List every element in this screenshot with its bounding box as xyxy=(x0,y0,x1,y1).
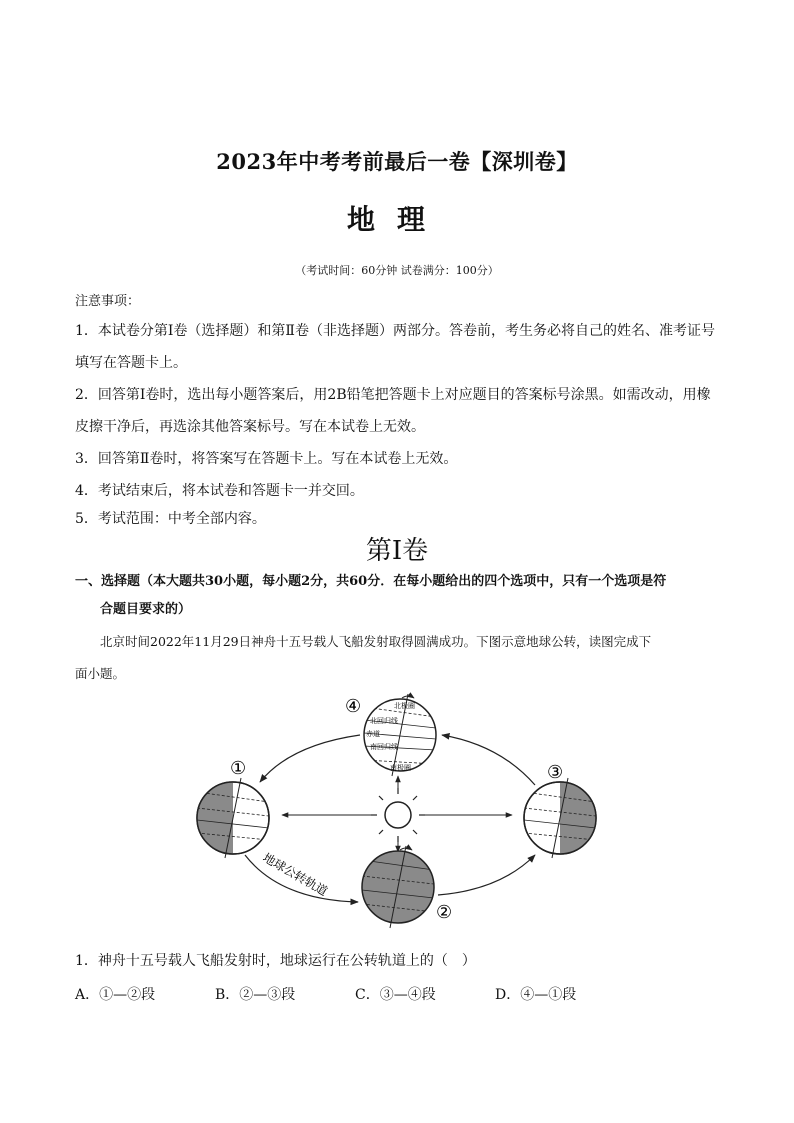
option-a[interactable]: A．①—②段 xyxy=(75,987,156,1003)
orbit-arrow-2-to-3 xyxy=(438,855,535,895)
question-intro: 北京时间2022年11月29日神舟十五号载人飞船发射取得圆满成功。下图示意地球公转，读图完成下 xyxy=(100,634,652,649)
notice-item-2: 2．回答第Ⅰ卷时，选出每小题答案后，用2B铅笔把答题卡上对应题目的答案标号涂黑。如需改动，用橡 xyxy=(75,387,711,403)
question-1-options xyxy=(75,984,635,1004)
notice-item-1-cont: 填写在答题卡上。 xyxy=(75,355,187,371)
orbit-arrow-4-to-1 xyxy=(260,735,360,782)
option-c[interactable]: C．③—④段 xyxy=(355,987,436,1003)
earth-position-2 xyxy=(362,846,452,928)
label-tropic-capricorn: 南回归线 xyxy=(370,743,398,751)
notice-item-5: 5．考试范围：中考全部内容。 xyxy=(75,511,266,527)
orbit-arrow-3-to-4 xyxy=(442,735,535,785)
label-orbit: 地球公转轨道 xyxy=(260,850,330,899)
sun-icon xyxy=(371,788,425,842)
notice-item-1: 1．本试卷分第Ⅰ卷（选择题）和第Ⅱ卷（非选择题）两部分。答卷前，考生务必将自己的姓名、准考证号 xyxy=(75,323,715,339)
exam-title: 2023年中考考前最后一卷【深圳卷】 xyxy=(216,149,578,174)
option-b[interactable]: B．②—③段 xyxy=(215,987,296,1003)
label-position-4: ④ xyxy=(345,696,362,717)
earth-revolution-diagram xyxy=(190,690,610,940)
choice-heading: 一、选择题（本大题共30小题，每小题2分，共60分．在每小题给出的四个选项中，只有一个选项是符 xyxy=(75,574,667,589)
notice-item-2-cont: 皮擦干净后，再选涂其他答案标号。写在本试卷上无效。 xyxy=(75,419,425,435)
label-position-1: ① xyxy=(230,758,247,779)
label-tropic-cancer: 北回归线 xyxy=(370,717,398,725)
label-arctic-circle: 北极圈 xyxy=(394,702,415,710)
question-1-stem: 1．神舟十五号载人飞船发射时，地球运行在公转轨道上的（ ） xyxy=(75,953,476,969)
earth-position-3 xyxy=(524,762,596,858)
earth-position-1 xyxy=(197,758,269,858)
label-position-3: ③ xyxy=(547,762,564,783)
notice-item-3: 3．回答第Ⅱ卷时，将答案写在答题卡上。写在本试卷上无效。 xyxy=(75,451,458,467)
notice-heading: 注意事项： xyxy=(75,294,141,309)
option-d[interactable]: D．④—①段 xyxy=(495,987,577,1003)
label-position-2: ② xyxy=(436,902,453,923)
label-equator: 赤道 xyxy=(366,730,380,738)
section-title: 第Ⅰ卷 xyxy=(365,536,429,566)
question-intro-cont: 面小题。 xyxy=(75,666,126,681)
exam-time-info: （考试时间：60分钟 试卷满分：100分） xyxy=(295,264,499,277)
choice-heading-cont: 合题目要求的） xyxy=(100,602,192,617)
notice-item-4: 4．考试结束后，将本试卷和答题卡一并交回。 xyxy=(75,483,364,499)
label-antarctic-circle: 南极圈 xyxy=(390,764,411,772)
subject-title: 地理 xyxy=(346,203,447,236)
